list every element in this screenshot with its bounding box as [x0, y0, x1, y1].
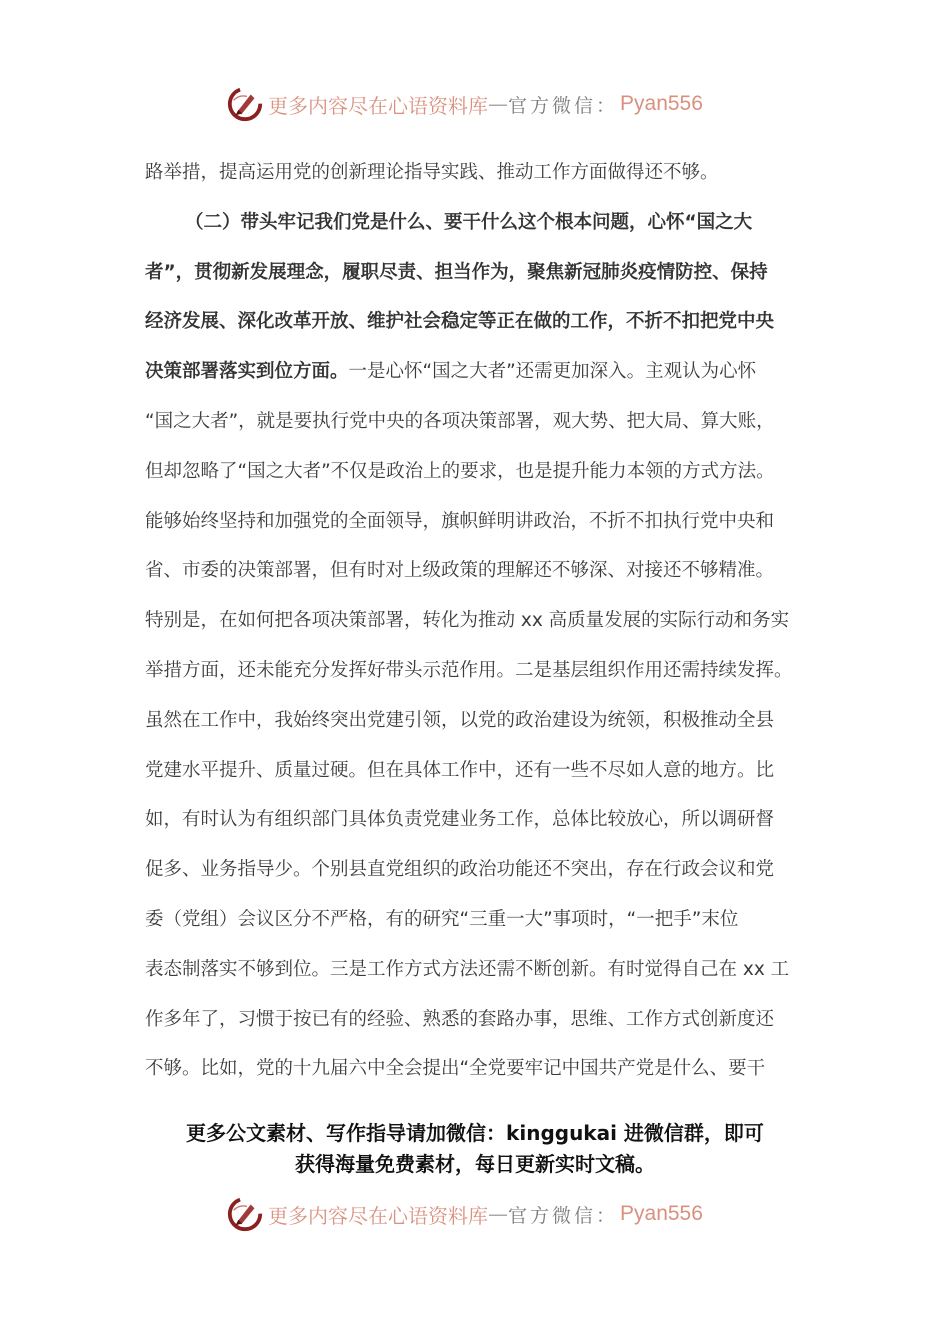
text-line: 如，有时认为有组织部门具体负责党建业务工作，总体比较放心，所以调研督 [145, 809, 775, 831]
text-line: 路举措，提高运用党的创新理论指导实践、推动工作方面做得还不够。 [145, 162, 719, 183]
pen-logo-icon [226, 1195, 264, 1233]
text-line: 举措方面，还未能充分发挥好带头示范作用。二是基层组织作用还需持续发挥。 [145, 659, 793, 681]
watermark-official-text: 官方微信： [508, 1204, 619, 1227]
text-line: 能够始终坚持和加强党的全面领导，旗帜鲜明讲政治，不折不扣执行党中央和 [145, 510, 775, 532]
text-line: “国之大者”，就是要执行党中央的各项决策部署，观大势、把大局、算大账， [145, 410, 775, 432]
section-heading-line: （二）带头牢记我们党是什么、要干什么这个根本问题，心怀“国之大 [185, 211, 753, 233]
text-line: 表态制落实不够到位。三是工作方式方法还需不断创新。有时觉得自己在 xx 工 [145, 958, 790, 980]
watermark-wechat-id: Pyan556 [620, 1202, 703, 1225]
section-heading-end: 决策部署落实到位方面。 [145, 361, 349, 383]
watermark-dash: — [488, 1202, 508, 1226]
text-line: 不够。比如，党的十九届六中全会提出“全党要牢记中国共产党是什么、要干 [145, 1058, 766, 1080]
text-line: 但却忽略了“国之大者”不仅是政治上的要求，也是提升能力本领的方式方法。 [145, 460, 775, 482]
footer-watermark [226, 1194, 726, 1234]
text-line: 党建水平提升、质量过硬。但在具体工作中，还有一些不尽如人意的地方。比 [145, 759, 775, 781]
watermark-official-text: 官方微信： [508, 94, 619, 117]
text-line: 虽然在工作中，我始终突出党建引领，以党的政治建设为统领，积极推动全县 [145, 709, 775, 731]
promo-line-1: 更多公文素材、写作指导请加微信：kinggukai 进微信群，即可 [186, 1121, 764, 1145]
watermark-site-text: 更多内容尽在心语资料库 [268, 93, 488, 118]
section-heading-line: 经济发展、深化改革开放、维护社会稳定等正在做的工作，不折不扣把党中央 [145, 311, 775, 333]
text-segment: 一是心怀“国之大者”还需更加深入。主观认为心怀 [348, 361, 757, 383]
text-line: 特别是，在如何把各项决策部署，转化为推动 xx 高质量发展的实际行动和务实 [145, 610, 790, 632]
promo-notice [140, 1118, 810, 1180]
header-watermark [226, 84, 726, 124]
section-heading-line: 者”，贯彻新发展理念，履职尽责、担当作为，聚焦新冠肺炎疫情防控、保持 [145, 261, 768, 283]
text-line: 促多、业务指导少。个别县直党组织的政治功能还不突出，存在行政会议和党 [145, 859, 775, 881]
watermark-site-text: 更多内容尽在心语资料库 [268, 1203, 488, 1228]
pen-logo-icon [226, 85, 264, 123]
watermark-dash: — [488, 92, 508, 116]
text-line: 委（党组）会议区分不严格，有的研究“三重一大”事项时，“一把手”末位 [145, 908, 739, 930]
document-body [145, 148, 815, 1094]
text-line: 作多年了，习惯于按已有的经验、熟悉的套路办事，思维、工作方式创新度还 [145, 1008, 775, 1030]
text-line: 省、市委的决策部署，但有时对上级政策的理解还不够深、对接还不够精准。 [145, 560, 775, 582]
promo-line-2: 获得海量免费素材，每日更新实时文稿。 [295, 1152, 655, 1176]
text-line [145, 347, 815, 397]
watermark-wechat-id: Pyan556 [620, 92, 703, 115]
